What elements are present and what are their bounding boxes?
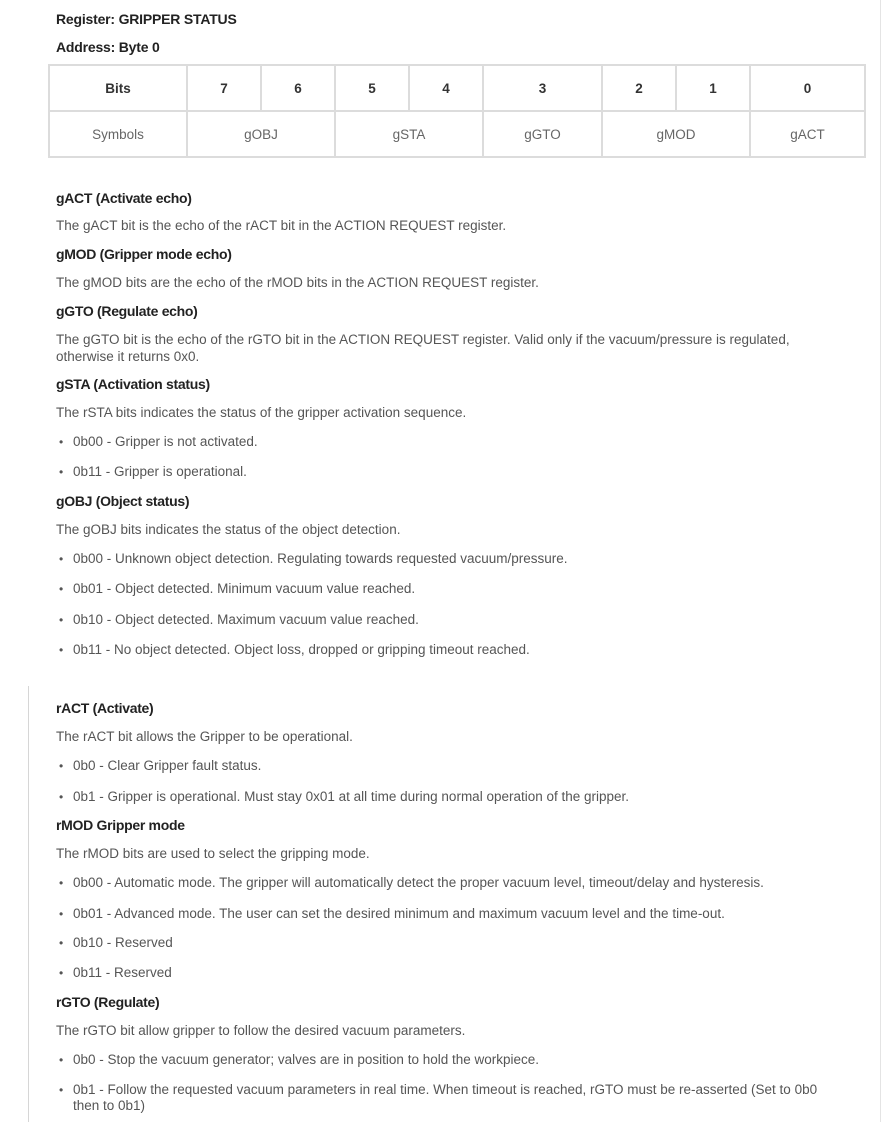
gmod-heading: gMOD (Gripper mode echo) [56,246,232,262]
bit-cell: 7 [187,65,261,111]
ggto-heading: gGTO (Regulate echo) [56,303,198,319]
bit-cell: 0 [750,65,865,111]
list-item: • 0b10 - Object detected. Maximum vacuum value reached. [56,612,848,628]
rgto-description: The rGTO bit allow gripper to follow the desired vacuum parameters. [56,1023,466,1038]
list-item: • 0b11 - Gripper is operational. [56,464,848,480]
symbol-cell: gOBJ [187,111,335,157]
list-item: • 0b1 - Follow the requested vacuum parameters in real time. When timeout is reached, rGTO must be re-asserted (Set to 0b0 then to 0b1) [56,1082,843,1114]
symbol-cell: gACT [750,111,865,157]
list-item: • 0b11 - Reserved [56,965,848,981]
bit-cell: 5 [335,65,409,111]
gmod-description: The gMOD bits are the echo of the rMOD bits in the ACTION REQUEST register. [56,275,539,290]
register-bit-table [48,64,866,158]
list-item: • 0b10 - Reserved [56,935,848,951]
bits-header-cell: Bits [49,65,187,111]
bits-row [49,65,865,111]
bit-cell: 1 [676,65,750,111]
rmod-description: The rMOD bits are used to select the gripping mode. [56,846,370,861]
list-item: • 0b01 - Object detected. Minimum vacuum value reached. [56,581,848,597]
symbol-cell: gGTO [483,111,602,157]
symbols-row [49,111,865,157]
symbol-cell: gMOD [602,111,750,157]
list-item: • 0b0 - Stop the vacuum generator; valves are in position to hold the workpiece. [56,1052,848,1068]
rmod-heading: rMOD Gripper mode [56,817,185,833]
page-edge-line [880,0,881,1122]
list-item: • 0b11 - No object detected. Object loss, dropped or gripping timeout reached. [56,642,848,658]
bit-cell: 4 [409,65,483,111]
list-item: • 0b00 - Gripper is not activated. [56,434,848,450]
gsta-description: The rSTA bits indicates the status of the gripper activation sequence. [56,405,467,420]
list-item: • 0b1 - Gripper is operational. Must stay 0x01 at all time during normal operation of the gripper. [56,789,848,805]
bit-cell: 3 [483,65,602,111]
gsta-heading: gSTA (Activation status) [56,376,210,392]
list-item: • 0b00 - Unknown object detection. Regulating towards requested vacuum/pressure. [56,551,848,567]
register-name: Register: GRIPPER STATUS [56,11,237,27]
register-address: Address: Byte 0 [56,39,160,55]
list-item: • 0b0 - Clear Gripper fault status. [56,758,848,774]
list-item: • 0b01 - Advanced mode. The user can set the desired minimum and maximum vacuum level and the time-out. [56,906,848,922]
gact-description: The gACT bit is the echo of the rACT bit in the ACTION REQUEST register. [56,218,507,233]
bit-cell: 6 [261,65,335,111]
gact-heading: gACT (Activate echo) [56,190,192,206]
bit-cell: 2 [602,65,676,111]
ract-heading: rACT (Activate) [56,700,154,716]
gobj-description: The gOBJ bits indicates the status of the object detection. [56,522,401,537]
list-item: • 0b00 - Automatic mode. The gripper will automatically detect the proper vacuum level, timeout/delay and hysteresis. [56,875,848,891]
symbols-header-cell: Symbols [49,111,187,157]
ract-description: The rACT bit allows the Gripper to be operational. [56,729,353,744]
symbol-cell: gSTA [335,111,483,157]
rgto-heading: rGTO (Regulate) [56,994,160,1010]
section-divider-line [28,686,29,1122]
ggto-description: The gGTO bit is the echo of the rGTO bit in the ACTION REQUEST register. Valid only if the vacuum/pressure is regulated, otherwise it returns 0x0. [56,332,790,364]
gobj-heading: gOBJ (Object status) [56,493,190,509]
